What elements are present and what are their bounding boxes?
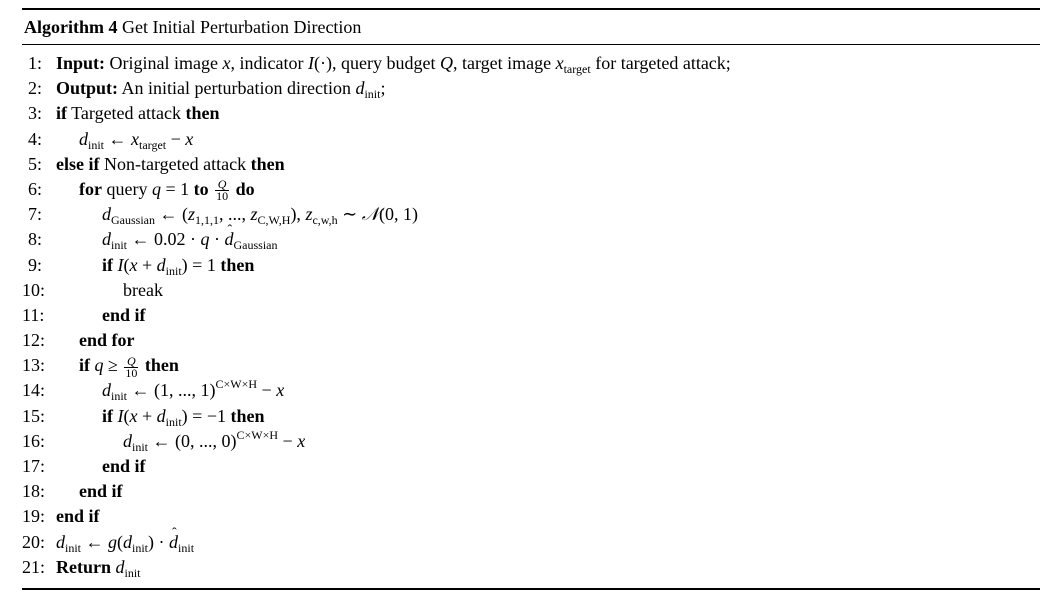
line-number: 7:	[27, 204, 42, 225]
line-content: end for	[79, 330, 135, 351]
algorithm-line-20	[22, 530, 1040, 555]
algorithm-label: Algorithm 4	[24, 17, 118, 37]
line-number: 12:	[22, 330, 46, 351]
algorithm-line-12	[22, 328, 1040, 353]
algorithm-line-2	[22, 76, 1040, 101]
line-content: $d_{init}$ ← $g(d_{init})$ · ˆ $d_{init}$	[56, 530, 194, 555]
line-number: 6:	[27, 178, 42, 199]
line-content: if $I(x + d_{init}) = -1$ then	[102, 405, 265, 429]
algorithm-line-14	[22, 378, 1040, 403]
line-content: end if	[56, 506, 100, 527]
top-rule	[22, 8, 1040, 10]
line-number: 15:	[22, 405, 46, 426]
line-content: $d_{init}$ ← 0.02 · q · ˆ $d_{Gaussian}$	[102, 227, 278, 252]
line-number: 17:	[22, 456, 46, 476]
algorithm-line-15	[22, 404, 1040, 429]
line-number: 5:	[27, 153, 42, 174]
caption-rule	[22, 44, 1040, 45]
algorithm-lines	[22, 51, 1040, 580]
line-content: Output: An initial perturbation direction $d_{init}$;	[56, 78, 386, 102]
algorithm-line-18	[22, 479, 1040, 504]
algorithm-line-21	[22, 555, 1040, 580]
algorithm-caption	[22, 16, 1040, 38]
line-number: 13:	[22, 355, 46, 376]
line-content: $d_{init}$ ← $x_{target} - x$	[79, 128, 194, 152]
line-number: 2:	[27, 78, 42, 99]
algorithm-line-10	[22, 278, 1040, 303]
algorithm-line-17	[22, 454, 1040, 479]
algorithm-line-3	[22, 101, 1040, 126]
line-content: $d_{init}$ ← (0, ..., 0)$^{C\times W\times H}$ − x	[123, 427, 306, 454]
algorithm-line-16	[22, 429, 1040, 454]
bottom-rule	[22, 588, 1040, 590]
line-content: $d_{init}$ ← (1, ..., 1)$^{C\times W\times H}$ − x	[102, 377, 285, 404]
line-number: 3:	[27, 103, 42, 124]
line-number: 1:	[27, 53, 42, 73]
algorithm-line-13	[22, 353, 1040, 378]
line-content: break	[123, 279, 163, 300]
line-number: 16:	[22, 430, 46, 451]
line-content: else if Non-targeted attack then	[56, 153, 285, 174]
algorithm-line-4	[22, 127, 1040, 152]
line-number: 9:	[27, 254, 42, 275]
algorithm-line-9	[22, 253, 1040, 278]
algorithm-block	[22, 8, 1040, 590]
line-number: 11:	[22, 304, 45, 325]
line-content: for query q = 1 to $\frac{Q}{10}$ do	[79, 177, 255, 204]
line-content: if $I(x + d_{init}) = 1$ then	[102, 254, 255, 278]
algorithm-line-7	[22, 202, 1040, 227]
line-number: 19:	[22, 506, 46, 527]
line-number: 18:	[22, 481, 46, 502]
line-content: end if	[79, 481, 123, 502]
line-number: 10:	[22, 279, 46, 300]
algorithm-line-6	[22, 177, 1040, 202]
line-content: Input: Original image x, indicator I(·), query budget Q, target image $x_{target}$ for targeted attack;	[56, 53, 731, 76]
line-content: end if	[102, 304, 146, 325]
algorithm-line-1	[22, 51, 1040, 76]
algorithm-line-8	[22, 227, 1040, 252]
line-content: if Targeted attack then	[56, 103, 220, 124]
line-content: if q ≥ $\frac{Q}{10}$ then	[79, 353, 179, 380]
line-content: Return $d_{init}$	[56, 556, 141, 580]
algorithm-line-5	[22, 152, 1040, 177]
line-number: 8:	[27, 229, 42, 250]
line-number: 14:	[22, 380, 46, 401]
line-number: 21:	[22, 556, 46, 577]
line-number: 4:	[27, 128, 42, 149]
line-number: 20:	[22, 531, 46, 552]
algorithm-line-11	[22, 303, 1040, 328]
line-content: end if	[102, 456, 146, 476]
line-content: $d_{Gaussian}$ ← ($z_{1,1,1}$, ..., $z_{C,W,H}$), $z_{c,w,h}$ ∼ 𝒩(0, 1)	[102, 204, 419, 228]
algorithm-title: Get Initial Perturbation Direction	[122, 17, 362, 37]
